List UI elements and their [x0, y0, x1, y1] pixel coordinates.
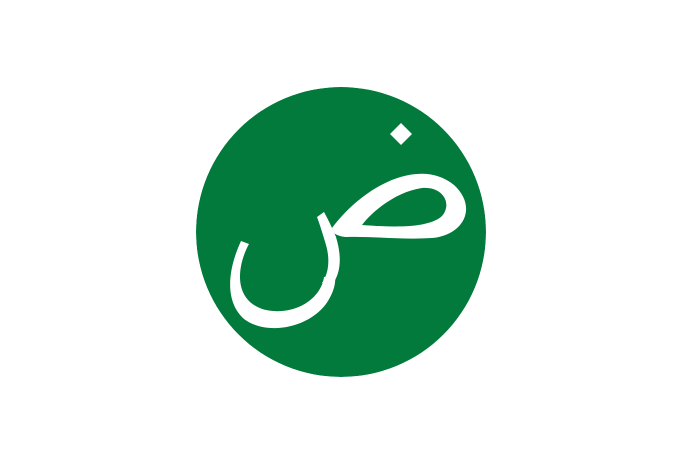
logo-svg [196, 87, 486, 377]
dad-letter-logo [196, 87, 486, 377]
